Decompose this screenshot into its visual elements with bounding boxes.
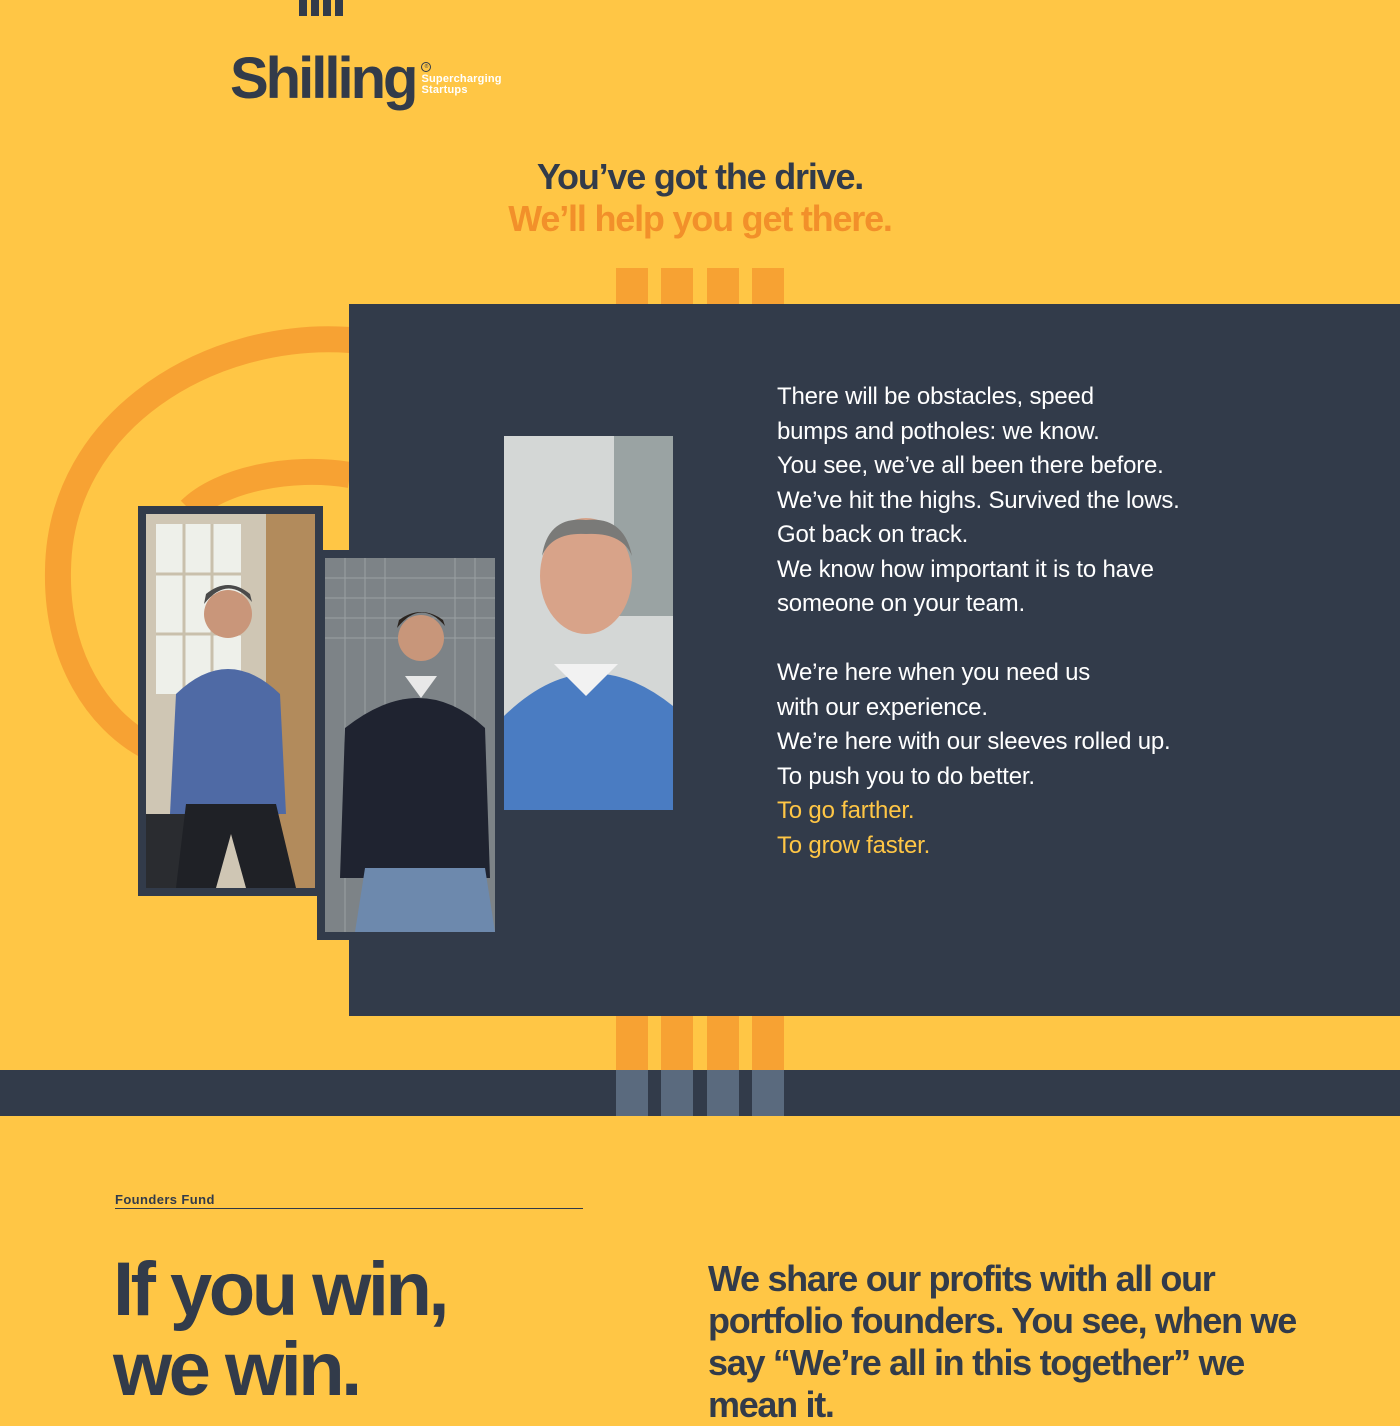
copy-line: bumps and potholes: we know.: [777, 417, 1100, 445]
brand-logo[interactable]: [230, 48, 502, 110]
stripe-top-4: [752, 268, 784, 304]
copy-line: We’re here when you need us: [777, 659, 1091, 686]
stripe-band-3: [707, 1070, 739, 1116]
hero-line-1: You’ve got the drive.: [536, 156, 864, 197]
divider-band: [0, 1070, 1400, 1116]
founder-photo-1: [138, 506, 323, 896]
stripe-top-3: [707, 268, 739, 304]
stripe-bottom-3: [707, 1016, 739, 1070]
copy-line: You see, we’ve all been there before.: [777, 452, 1164, 479]
paragraph-gap: [777, 622, 1337, 657]
hero-headline: [0, 156, 1400, 240]
founders-headline-line-2: we win.: [113, 1327, 359, 1412]
stripe-band-4: [752, 1070, 784, 1116]
stripe-bottom-2: [661, 1016, 693, 1070]
copy-line: We know how important it is to have: [777, 555, 1154, 583]
founder-photo-3-image: [504, 436, 673, 810]
copy-line: To push you to do better.: [777, 762, 1035, 790]
stripe-bottom-1: [616, 1016, 648, 1070]
founders-statement: We share our profits with all our portfolio founders. You see, when we say “We’re all in this together” we mean it.: [708, 1258, 1296, 1425]
founder-photo-1-image: [146, 514, 315, 888]
founder-photo-2-image: [325, 558, 495, 932]
tagline-line-2: Startups: [421, 84, 468, 96]
founder-photo-2: [317, 550, 503, 940]
tagline-line-1: Supercharging: [421, 73, 502, 85]
brand-tagline: [421, 62, 501, 96]
founders-headline-line-1: If you win,: [113, 1247, 447, 1332]
story-copy: [777, 380, 1337, 863]
stripe-bottom-4: [752, 1016, 784, 1070]
copy-line: We’re here with our sleeves rolled up.: [777, 728, 1171, 755]
copy-line: someone on your team.: [777, 590, 1025, 617]
eyebrow-divider: [115, 1208, 583, 1209]
accent-line: To grow faster.: [777, 831, 931, 859]
founder-photo-3: [496, 428, 681, 818]
trademark-icon: ®: [421, 62, 431, 72]
section-eyebrow: Founders Fund: [115, 1192, 215, 1207]
copy-line: There will be obstacles, speed: [777, 383, 1094, 410]
copy-line: We’ve hit the highs. Survived the lows.: [777, 486, 1180, 514]
founders-headline: [113, 1247, 447, 1412]
stripe-top-2: [661, 268, 693, 304]
copy-line: with our experience.: [777, 693, 988, 721]
logo-mark: [299, 0, 343, 16]
hero-line-2: We’ll help you get there.: [508, 198, 892, 239]
copy-line: Got back on track.: [777, 521, 969, 548]
brand-name: Shilling: [230, 46, 416, 111]
stripe-top-1: [616, 268, 648, 304]
stripe-band-2: [661, 1070, 693, 1116]
accent-line: To go farther.: [777, 797, 915, 824]
stripe-band-1: [616, 1070, 648, 1116]
